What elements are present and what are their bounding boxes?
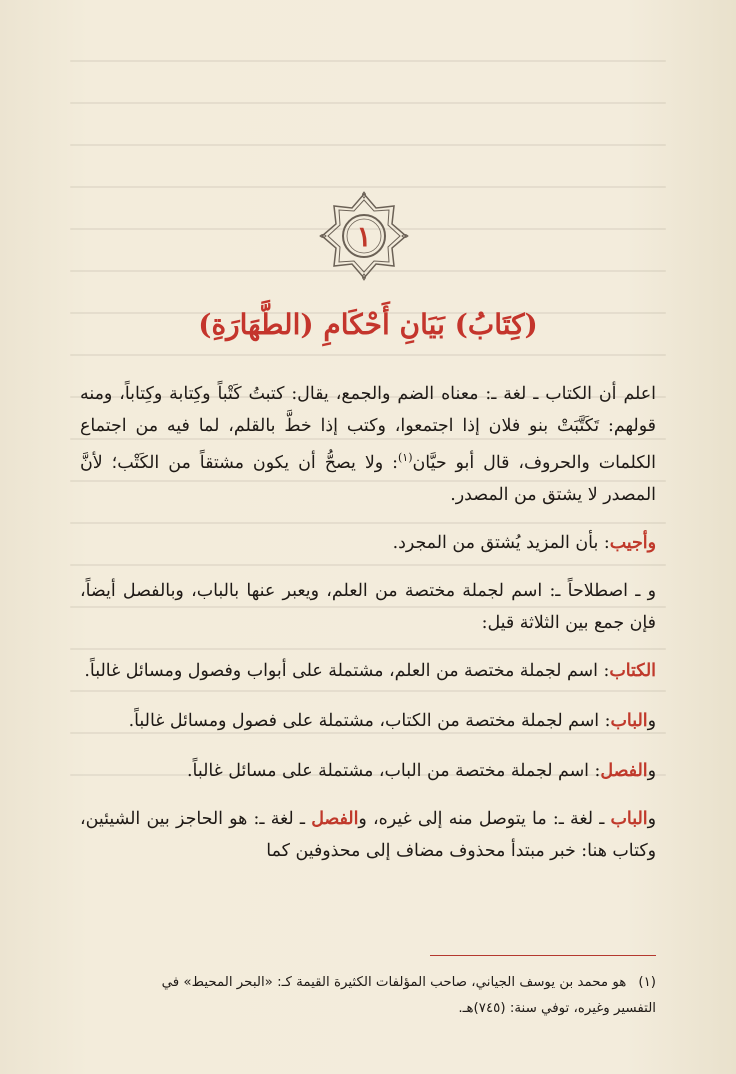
paragraph-text: اعلم أن الكتاب ـ لغة ـ: معناه الضم والجمع، يقال: كتبتُ كَتْباً وكِتابة وكِتاباً، ومنه قولهم: تَكَتَّبَتْ بنو فلان إذا اجتمعوا، وكتب إذا خطَّ بالقلم، لما فيه من اجتماع الكلمات والحروف، قال أبو حيَّان [80,384,656,473]
term-label: الفصل [600,760,648,781]
term-label: الكتاب [609,660,656,681]
footnote-line [80,996,656,1022]
conjunction: و [647,760,656,781]
paragraph-text: : اسم لجملة مختصة من العلم، مشتملة على أبواب وفصول ومسائل غالباً. [84,660,610,681]
paragraph-definition-technical [80,575,656,639]
paragraph-text: : بأن المزيد يُشتق من المجرد. [392,532,610,553]
footnote-text: هو محمد بن يوسف الجياني، صاحب المؤلفات الكثيرة القيمة كـ: «البحر المحيط» في [161,975,627,990]
term-label: الفصل [311,808,359,829]
paragraph-text-end: ـ لغة ـ: هو الحاجز بين الشيئين، وكتاب هنا: خبر مبتدأ محذوف مضاف إلى محذوفين كما [80,808,656,861]
main-text [80,378,656,867]
term-label: الباب [610,710,648,731]
chapter-title: (كِتَابُ) بَيَانِ أَحْكَامِ (الطَّهَارَةِ) [198,308,538,341]
footnote-number: (١) [638,975,656,990]
chapter-number: ١ [356,219,372,253]
conjunction: و [647,808,656,829]
paragraph-bab [80,705,656,737]
footnote-line [80,970,656,996]
paragraph-text: ـ لغة ـ: ما يتوصل منه إلى غيره، و [358,808,611,829]
term-label: الباب [610,808,648,829]
paragraph-text: : اسم لجملة مختصة من الكتاب، مشتملة على فصول ومسائل غالباً. [128,710,611,731]
footnote-text: التفسير وغيره، توفي سنة: (٧٤٥)هـ. [458,1001,656,1016]
paragraph-definition-linguistic [80,378,656,511]
paragraph-fasl [80,755,656,787]
paragraph-kitab [80,655,656,687]
paragraph-bab-fasl-linguistic [80,803,656,867]
chapter-number-ornament [318,190,410,282]
footnote [80,970,656,1022]
paragraph-answer [80,527,656,559]
term-label: وأجيب [609,532,656,553]
paragraph-text: : اسم لجملة مختصة من الباب، مشتملة على مسائل غالباً. [187,760,601,781]
paragraph-text: و ـ اصطلاحاً ـ: اسم لجملة مختصة من العلم، ويعبر عنها بالباب، وبالفصل أيضاً، فإن جمع بين الثلاثة قيل: [80,580,656,633]
footnote-separator [430,955,656,956]
paragraph-text-end: : ولا يصحُّ أن يكون مشتقاً من الكَتْب؛ لأنَّ المصدر لا يشتق من المصدر. [80,452,656,505]
conjunction: و [647,710,656,731]
footnote-marker: (١) [397,451,413,464]
